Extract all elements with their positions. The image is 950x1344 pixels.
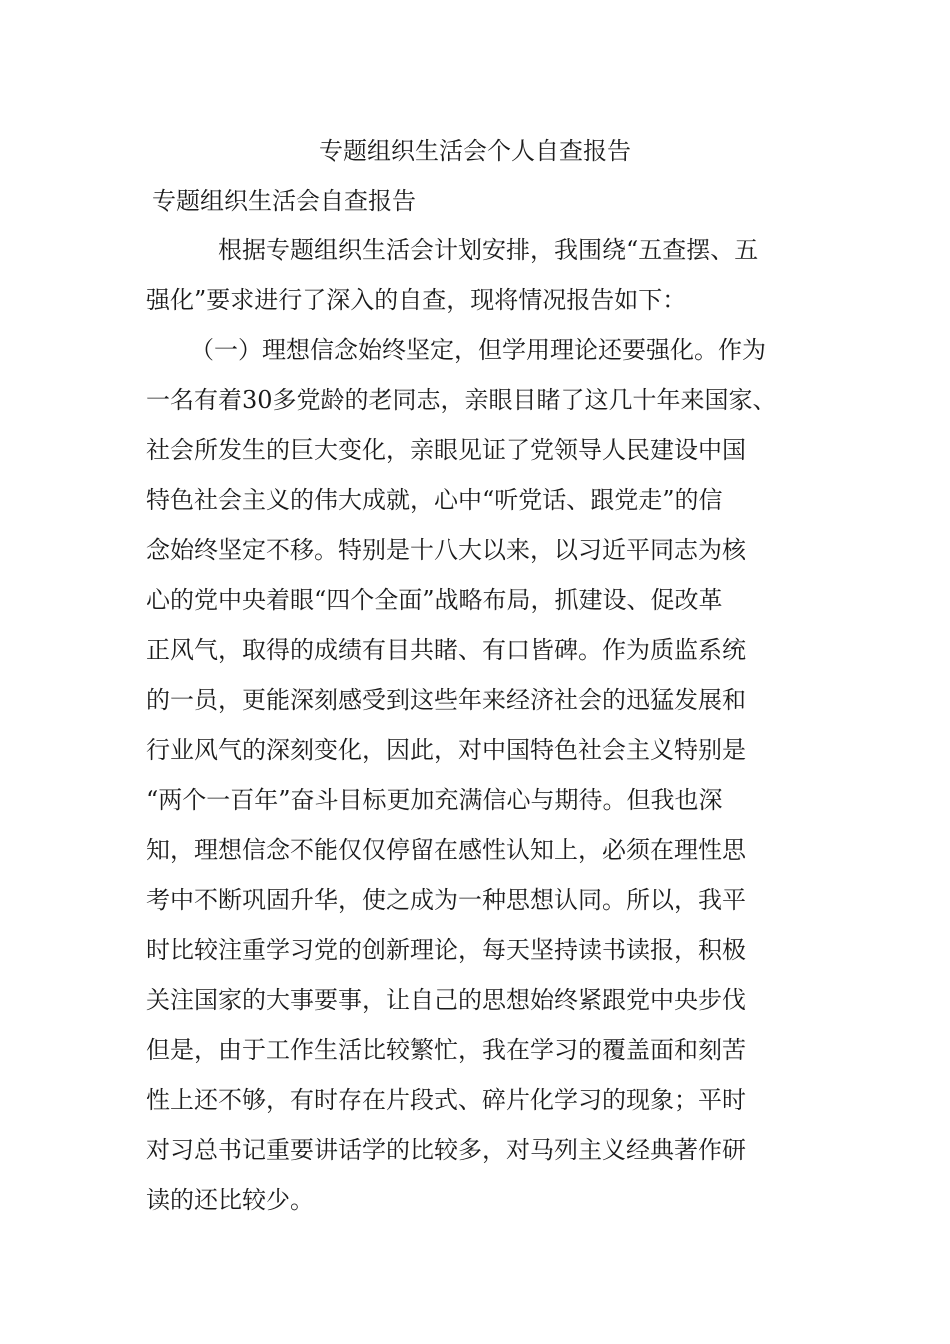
section-1-line: 念始终坚定不移。特别是十八大以来，以习近平同志为核: [146, 536, 746, 564]
section-1-line: 读的还比较少。: [146, 1186, 314, 1214]
section-1-line: 的一员，更能深刻感受到这些年来经济社会的迅猛发展和: [146, 686, 746, 714]
section-1-line: 社会所发生的巨大变化，亲眼见证了党领导人民建设中国: [146, 436, 746, 464]
section-1-line: 对习总书记重要讲话学的比较多，对马列主义经典著作研: [146, 1136, 746, 1164]
section-1-line: 时比较注重学习党的创新理论，每天坚持读书读报，积极: [146, 936, 746, 964]
document-title: 专题组织生活会个人自查报告: [319, 137, 631, 165]
section-1-line: 一名有着30多党龄的老同志，亲眼目睹了这几十年来国家、: [146, 386, 777, 414]
section-1-line: 行业风气的深刻变化，因此，对中国特色社会主义特别是: [146, 736, 746, 764]
section-1-line: 正风气，取得的成绩有目共睹、有口皆碑。作为质监系统: [146, 636, 746, 664]
intro-line: 强化”要求进行了深入的自查，现将情况报告如下：: [146, 286, 687, 314]
section-1-paragraph: [146, 325, 826, 1225]
section-1-line: 知，理想信念不能仅仅停留在感性认知上，必须在理性思: [146, 836, 746, 864]
section-1-line: 关注国家的大事要事，让自己的思想始终紧跟党中央步伐: [146, 986, 746, 1014]
section-1-line: 心的党中央着眼“四个全面”战略布局，抓建设、促改革: [146, 586, 723, 614]
section-1-line: （一）理想信念始终坚定，但学用理论还要强化。作为: [190, 336, 766, 364]
document-subtitle: 专题组织生活会自查报告: [152, 187, 416, 215]
section-1-line: 性上还不够，有时存在片段式、碎片化学习的现象；平时: [146, 1086, 746, 1114]
section-1-line: 但是，由于工作生活比较繁忙，我在学习的覆盖面和刻苦: [146, 1036, 746, 1064]
intro-line: 根据专题组织生活会计划安排，我围绕“五查摆、五: [218, 236, 759, 264]
section-1-line: 特色社会主义的伟大成就，心中“听党话、跟党走”的信: [146, 486, 723, 514]
intro-paragraph: [146, 225, 826, 325]
section-1-line: 考中不断巩固升华，使之成为一种思想认同。所以，我平: [146, 886, 746, 914]
section-1-line: “两个一百年”奋斗目标更加充满信心与期待。但我也深: [146, 786, 723, 814]
